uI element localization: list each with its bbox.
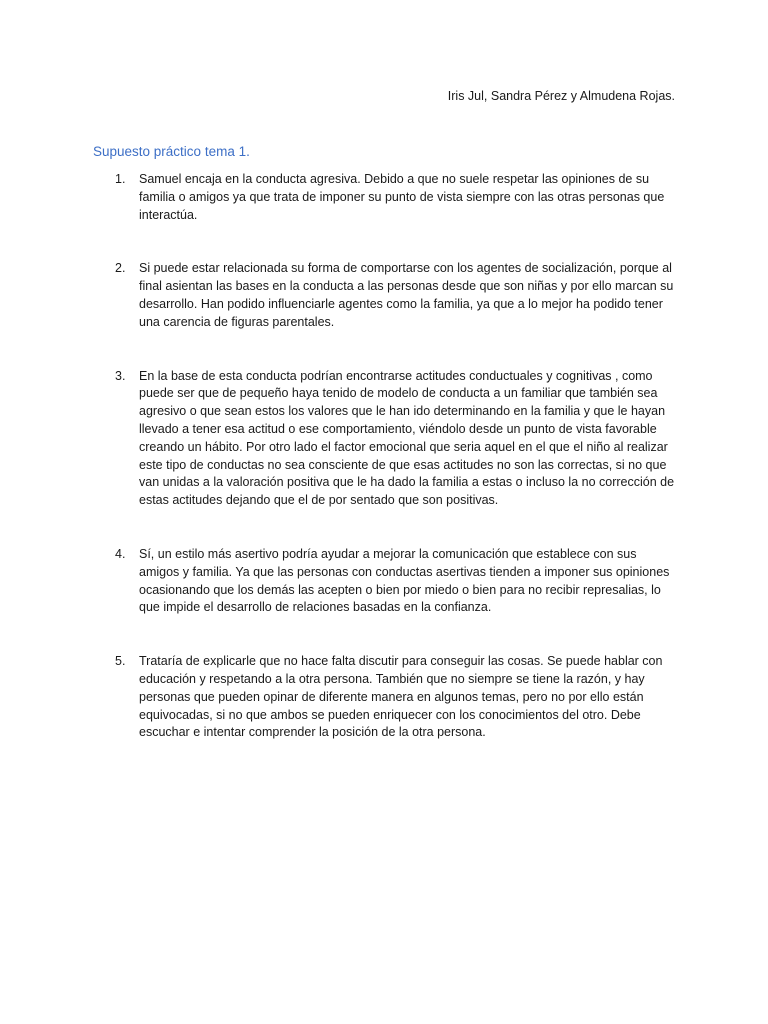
item-number: 1. <box>115 172 126 186</box>
answers-list <box>111 171 677 778</box>
item-number: 5. <box>115 654 126 669</box>
item-text: Trataría de explicarle que no hace falta discutir para conseguir las cosas. Se puede hablar con educación y respetando a la otra persona. También que no siempre se tiene la razón, y hay personas que pueden opinar de diferente manera en algunos temas, pero no por ello están equivocadas, si no que ambos se pueden enriquecer con los conocimientos del otro. Debe escuchar e intentar comprender la posición de la otra persona. <box>139 654 663 740</box>
item-number: 2. <box>115 261 126 276</box>
list-item <box>111 546 677 617</box>
item-text: En la base de esta conducta podrían encontrarse actitudes conductuales y cognitivas , como puede ser que de pequeño haya tenido de modelo de conducta a un familiar que también sea agresivo o que sean estos los valores que le han ido determinando en la familia y que le hayan llevado a tener esa actitud o ese comportamiento, viéndolo desde un punto de vista favorable creando un hábito. Por otro lado el factor emocional que seria aquel en el que el niño al realizar este tipo de conductas no sea consciente de que esas actitudes no son las correctas, si no que van unidas a la valoración positiva que le ha dado la familia a estas o incluso la no corrección de estas actitudes dejando que el de por sentado que son positivas. <box>139 368 675 508</box>
item-number: 3. <box>115 368 126 383</box>
list-item <box>111 653 677 742</box>
item-text: Samuel encaja en la conducta agresiva. Debido a que no suele respetar las opiniones de su familia o amigos ya que trata de imponer su punto de vista siempre con las otras personas que interactúa. <box>139 172 665 222</box>
item-text: Sí, un estilo más asertivo podría ayudar a mejorar la comunicación que establece con sus amigos y familia. Ya que las personas con conductas asertivas tienden a imponer sus opiniones ocasionando que los demás las acepten o bien por miedo o bien para no recibir represalias, lo que impide el desarrollo de relaciones basadas en la confianza. <box>139 546 670 615</box>
item-number: 4. <box>115 546 126 561</box>
list-item <box>111 368 677 510</box>
item-text: Si puede estar relacionada su forma de comportarse con los agentes de socialización, porque al final asientan las bases en la conducta a las personas desde que son niñas y por ello marcan su desarrollo. Han podido influenciarle agentes como la familia, ya que a lo mejor ha podido tener una carencia de figuras parentales. <box>139 261 674 329</box>
document-title: Supuesto práctico tema 1. <box>93 144 250 159</box>
authors-line: Iris Jul, Sandra Pérez y Almudena Rojas. <box>447 89 675 103</box>
list-item <box>111 171 677 224</box>
list-item <box>111 260 677 331</box>
